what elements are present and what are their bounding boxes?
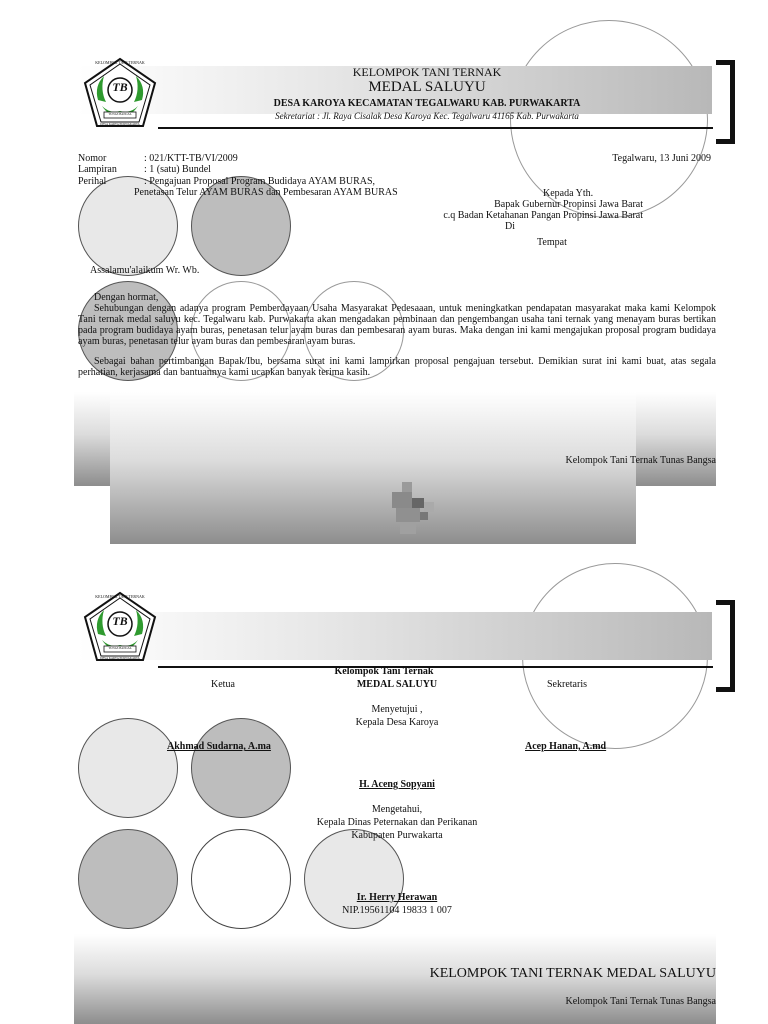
perihal-label: Perihal (78, 176, 107, 187)
org-title-2: MEDAL SALUYU (356, 679, 438, 690)
nomor-label: Nomor (78, 153, 107, 164)
secretariat-line: Sekretariat : Jl. Raya Cisalak Desa Karoya Kec. Tegalwaru 41165 Kab. Purwakarta (275, 111, 579, 121)
decorative-circle (191, 829, 291, 929)
ketua-label: Ketua (211, 679, 235, 690)
sekretaris-label: Sekretaris (547, 679, 587, 690)
salutation: Dengan hormat, (94, 292, 159, 303)
logo-arc-text: KELOMPOK TANI TERNAK (95, 60, 145, 65)
footer-band-left (74, 934, 110, 1024)
decorative-circle (78, 829, 178, 929)
recipient-line2: Bapak Gubernur Propinsi Jawa Barat (494, 199, 643, 210)
address-line: DESA KAROYA KECAMATAN TEGALWARU KAB. PURWAKARTA (273, 98, 581, 109)
lampiran-label: Lampiran (78, 164, 117, 175)
logo-monogram: TB (112, 80, 128, 94)
recipient-tempat: Tempat (537, 237, 567, 248)
organization-logo (82, 590, 158, 666)
org-title-1: Kelompok Tani Ternak (334, 666, 434, 677)
greeting: Assalamu'alaikum Wr. Wb. (90, 265, 200, 276)
body-paragraph-2: Sebagai bahan pertimbangan Bapak/Ibu, bersama surat ini kami lampirkan proposal pengajuan tersebut. Demikian surat ini kami buat, atas segala perhatian, kerjasama dan bantuannya kami ucapkan banyak terima kasih. (78, 356, 716, 378)
footer-band-main (110, 392, 636, 544)
ketua-name: Akhmad Sudarna, A.ma (167, 741, 271, 752)
sekretaris-name: Acep Hanan, A.md (525, 741, 607, 752)
logo-ribbon: TUNAS BANGSA (108, 112, 132, 116)
body-paragraph-1: Sehubungan dengan adanya program Pemberdayaan Usaha Masyarakat Pedesaaan, untuk meningkatkan pendapatan masyarakat maka kami Kelompok Tani ternak medal saluyu kec. Tegalwaru kab. Purwakarta akan mengadakan pembinaan dan pengembangan usaha tani ternak yang menayam buras bertikan pada program budidaya ayam buras, penetasan telur ayam buras dan pembesaran ayam buras. Maka dengan ini kami mengajukan proposal program budidaya ayam buras, penetasan telur ayam buras dan pembesaran ayam buras. (78, 303, 716, 347)
dinas-title-1: Kepala Dinas Peternakan dan Perikanan (316, 817, 478, 828)
org-line2: MEDAL SALUYU (368, 79, 486, 95)
decorative-circle (78, 718, 178, 818)
header-bracket (716, 600, 735, 692)
recipient-di: Di (505, 221, 515, 232)
mengetahui: Mengetahui, (371, 804, 423, 815)
footer-band-right (636, 392, 716, 486)
dinas-nip: NIP.19561104 19833 1 007 (342, 905, 452, 916)
logo-arc-text: KELOMPOK TANI TERNAK (95, 594, 145, 599)
footer-band-left (74, 392, 110, 486)
logo-ribbon: TUNAS BANGSA (108, 646, 132, 650)
header-bracket (716, 60, 735, 144)
logo-base-text: DESA KARYA PURWAKARTA (100, 122, 140, 126)
redacted-stamp (388, 480, 438, 540)
logo-monogram: TB (112, 614, 128, 628)
header-rule (158, 127, 713, 129)
logo-base-text: DESA KARYA PURWAKARTA (100, 656, 140, 660)
recipient-kepada: Kepada Yth. (543, 188, 594, 199)
organization-logo (82, 56, 158, 132)
menyetujui: Menyetujui , (371, 704, 423, 715)
header-rule (158, 666, 713, 668)
header-gradient-bar (78, 612, 712, 660)
place-date: Tegalwaru, 13 Juni 2009 (612, 153, 711, 164)
kepala-desa-name: H. Aceng Sopyani (359, 779, 435, 790)
dinas-name: Ir. Herry Herawan (356, 892, 438, 903)
recipient-line3: c.q Badan Ketahanan Pangan Propinsi Jawa Barat (443, 210, 643, 221)
footer-title: KELOMPOK TANI TERNAK MEDAL SALUYU (429, 966, 716, 981)
decorative-circle (191, 718, 291, 818)
nomor-value: : 021/KTT-TB/VI/2009 (144, 153, 238, 164)
kepala-desa-title: Kepala Desa Karoya (355, 717, 439, 728)
dinas-title-2: Kabupaten Purwakarta (351, 830, 443, 841)
perihal-value-1: : Pengajuan Proposal Program Budidaya AYAM BURAS, (144, 176, 376, 187)
org-line1: KELOMPOK TANI TERNAK (352, 65, 502, 79)
lampiran-value: : 1 (satu) Bundel (144, 164, 211, 175)
perihal-value-2: Penetasan Telur AYAM BURAS dan Pembesaran AYAM BURAS (134, 187, 398, 198)
footer-signature: Kelompok Tani Ternak Tunas Bangsa (565, 996, 716, 1007)
footer-signature: Kelompok Tani Ternak Tunas Bangsa (565, 455, 716, 466)
